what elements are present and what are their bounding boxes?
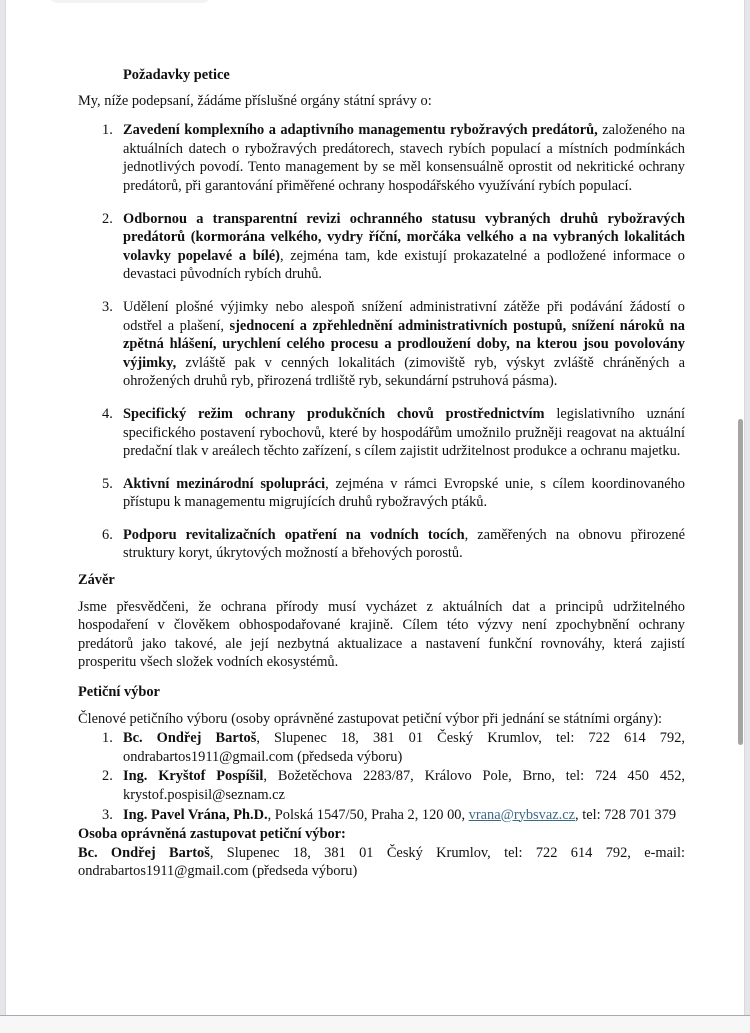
list-number: 1. (102, 730, 113, 747)
demand-bold: Odbornou a transparentní revizi ochranného statusu vybraných druhů rybožravých predátorů (kormorána velkého, vydry říční, morčáka velkého a na vybraných lokalitách volavky popelavé a bílé) (123, 210, 685, 264)
demand-bold: Aktivní mezinárodní spolupráci (123, 475, 326, 492)
demand-item (78, 526, 685, 563)
demand-bold: Zavedení komplexního a adaptivního managementu rybožravých predátorů, (123, 122, 598, 139)
member-details: , Slupenec 18, 381 01 Český Krumlov, tel: 722 614 792, ondrabartos1911@gmail.com (předseda výboru) (123, 730, 685, 765)
list-number: 2. (102, 768, 113, 785)
member-item (78, 767, 685, 804)
demand-item (78, 121, 685, 195)
section-heading-committee: Petiční výbor (78, 684, 160, 701)
member-name: Bc. Ondřej Bartoš (123, 730, 257, 747)
member-item (78, 729, 685, 766)
demand-bold: Podporu revitalizačních opatření na vodních tocích (123, 526, 465, 543)
representative-name: Bc. Ondřej Bartoš (78, 844, 210, 861)
representative-heading: Osoba oprávněná zastupovat petiční výbor: (78, 826, 346, 843)
demand-item (78, 475, 685, 512)
member-details-post: , tel: 728 701 379 (575, 806, 677, 823)
demand-text: , zejména tam, kde existují prokazatelné a podložené informace o devastaci původních rybích druhů. (123, 247, 685, 283)
demand-text-pre: Udělení plošné výjimky nebo alespoň snížení administrativní zátěže při podávání žádostí o odstřel a plašení, (123, 298, 685, 334)
document-page (5, 0, 745, 1015)
demand-bold: sjednocení a zpřehlednění administrativních postupů, snížení nároků na zpětná hlášení, urychlení celého procesu a prodloužení doby, na kterou jsou povolovány výjimky, (123, 317, 685, 371)
demand-item (78, 298, 685, 391)
committee-members-list (78, 729, 685, 824)
list-number: 3. (102, 298, 113, 315)
member-name: Ing. Kryštof Pospíšil (123, 768, 264, 785)
demand-item (78, 210, 685, 284)
list-number: 5. (102, 475, 113, 492)
demand-text: , zejména v rámci Evropské unie, s cílem koordinovaného přístupu k managementu migrujících druhů rybožravých ptáků. (123, 475, 685, 511)
conclusion-text: Jsme přesvědčeni, že ochrana přírody musí vycházet z aktuálních dat a principů udržitelného hospodaření v člověkem obhospodařované krajině. Cílem této výzvy není zpochybnění ochrany predátorů jako takové, ale její nezbytná aktualizace a nastavení funkční rovnováhy, která zajistí prosperitu všech složek vodních ekosystémů. (78, 598, 685, 671)
demand-item (78, 405, 685, 461)
demands-intro: My, níže podepsaní, žádáme příslušné orgány státní správy o: (78, 92, 432, 109)
list-number: 4. (102, 405, 113, 422)
demand-text: založeného na aktuálních datech o rybožravých predátorech, stavech rybích populací a místních podmínkách jednotlivých povodí. Tento management by se měl konsensuálně oprostit od nekritické ochrany predátorů, při garantování přiměřené ochrany hospodářského využívání rybích populací. (123, 122, 686, 194)
page-content (78, 66, 685, 881)
list-number: 6. (102, 526, 113, 543)
member-name: Ing. Pavel Vrána, Ph.D. (123, 806, 268, 823)
member-details-pre: , Polská 1547/50, Praha 2, 120 00, (267, 806, 469, 823)
representative-details (78, 844, 685, 881)
list-number: 1. (102, 122, 113, 139)
email-link[interactable]: vrana@rybsvaz.cz (468, 806, 575, 823)
section-heading-demands: Požadavky petice (123, 67, 230, 83)
vertical-scrollbar[interactable] (738, 419, 743, 745)
demand-bold: Specifický režim ochrany produkčních chovů prostřednictvím (123, 405, 545, 422)
list-number: 2. (102, 210, 113, 227)
demands-list (78, 121, 685, 563)
demand-text: zvláště pak v cenných lokalitách (zimoviště ryb, výskyt zvláště chráněných a ohrožených druhů ryb, přirozená trdliště ryb, sekundární pstruhová pásma). (123, 354, 685, 390)
representative-info: , Slupenec 18, 381 01 Český Krumlov, tel: 722 614 792, e-mail: ondrabartos1911@gmail.com (předseda výboru) (78, 844, 685, 880)
member-details: , Božetěchova 2283/87, Královo Pole, Brno, tel: 724 450 452, krystof.pospisil@seznam.cz (123, 768, 686, 803)
list-number: 3. (102, 806, 113, 823)
section-heading-conclusion: Závěr (78, 572, 115, 589)
toolbar-pill[interactable] (48, 0, 212, 3)
demand-text: , zaměřených na obnovu přirozené struktury koryt, úkrytových možností a břehových porostů. (123, 526, 685, 562)
member-item (78, 806, 685, 825)
committee-intro: Členové petičního výboru (osoby oprávněné zastupovat petiční výbor při jednání se státními orgány): (78, 710, 663, 727)
demand-text: legislativního uznání specifického postavení rybochovů, které by hospodářům umožnilo pružněji reagovat na aktuální predační tlak v areálech těchto zařízení, s cílem zajistit udržitelnost produkce a ochranu majetku. (123, 405, 685, 460)
bottom-toolbar (0, 1015, 750, 1033)
